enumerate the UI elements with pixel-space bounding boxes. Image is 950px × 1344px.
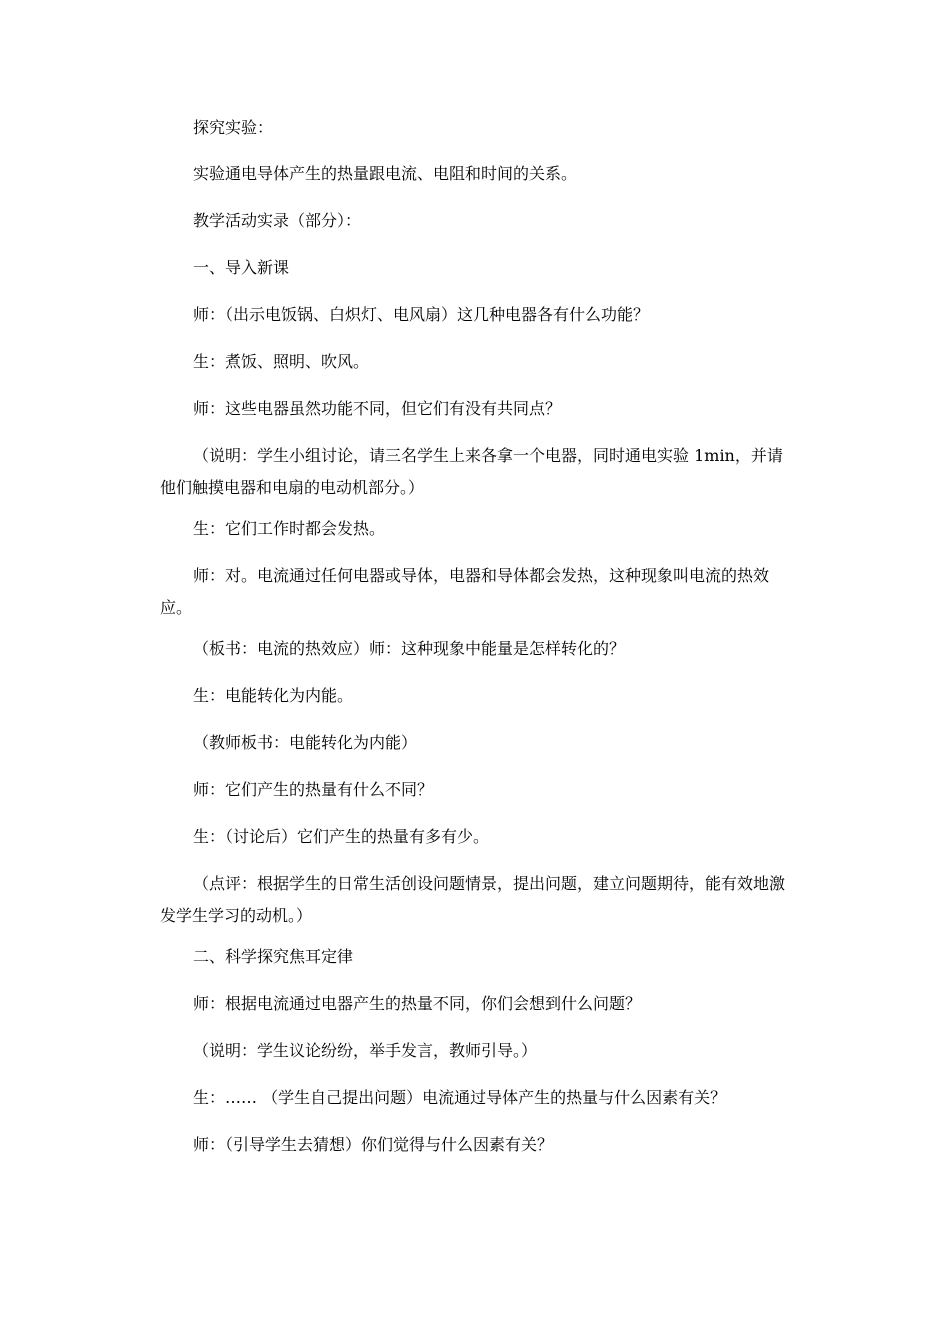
paragraph-student-question: 生：…… （学生自己提出问题）电流通过导体产生的热量与什么因素有关？	[193, 1088, 727, 1107]
section-heading-intro: 一、导入新课	[193, 258, 290, 277]
paragraph-teacher-question-3: 师：它们产生的热量有什么不同？	[193, 780, 434, 799]
paragraph-board-note-1: （板书：电流的热效应）师：这种现象中能量是怎样转化的？	[193, 639, 626, 658]
paragraph-student-answer-1: 生：煮饭、照明、吹风。	[193, 352, 370, 371]
paragraph-experiment-topic: 实验通电导体产生的热量跟电流、电阻和时间的关系。	[193, 164, 578, 183]
paragraph-board-note-2: （教师板书：电能转化为内能）	[193, 733, 418, 752]
paragraph-teacher-explanation: 师：对。电流通过任何电器或导体，电器和导体都会发热，这种现象叫电流的热效应。	[160, 566, 770, 617]
section-heading-joule-law: 二、科学探究焦耳定律	[193, 947, 354, 966]
paragraph-teacher-guidance: 师：（引导学生去猜想）你们觉得与什么因素有关？	[193, 1135, 554, 1154]
paragraph-note-1: （说明：学生小组讨论，请三名学生上来各拿一个电器，同时通电实验 1min，并请他们触摸电器和电扇的电动机部分。）	[160, 446, 783, 497]
paragraph-activity-record: 教学活动实录（部分）：	[193, 211, 362, 230]
paragraph-student-answer-2: 生：它们工作时都会发热。	[193, 519, 386, 538]
paragraph-teacher-question-1: 师：（出示电饭锅、白炽灯、电风扇）这几种电器各有什么功能？	[193, 305, 650, 324]
paragraph-note-2: （说明：学生议论纷纷，举手发言，教师引导。）	[193, 1041, 538, 1060]
paragraph-student-answer-3: 生：电能转化为内能。	[193, 686, 354, 705]
paragraph-student-answer-4: 生：（讨论后）它们产生的热量有多有少。	[193, 827, 490, 846]
paragraph-comment: （点评：根据学生的日常生活创设问题情景，提出问题，建立问题期待，能有效地激发学生学习的动机。）	[160, 874, 786, 925]
paragraph-teacher-question-2: 师：这些电器虽然功能不同，但它们有没有共同点？	[193, 399, 562, 418]
paragraph-teacher-question-4: 师：根据电流通过电器产生的热量不同，你们会想到什么问题？	[193, 994, 642, 1013]
paragraph-inquiry-experiment: 探究实验：	[193, 118, 274, 137]
